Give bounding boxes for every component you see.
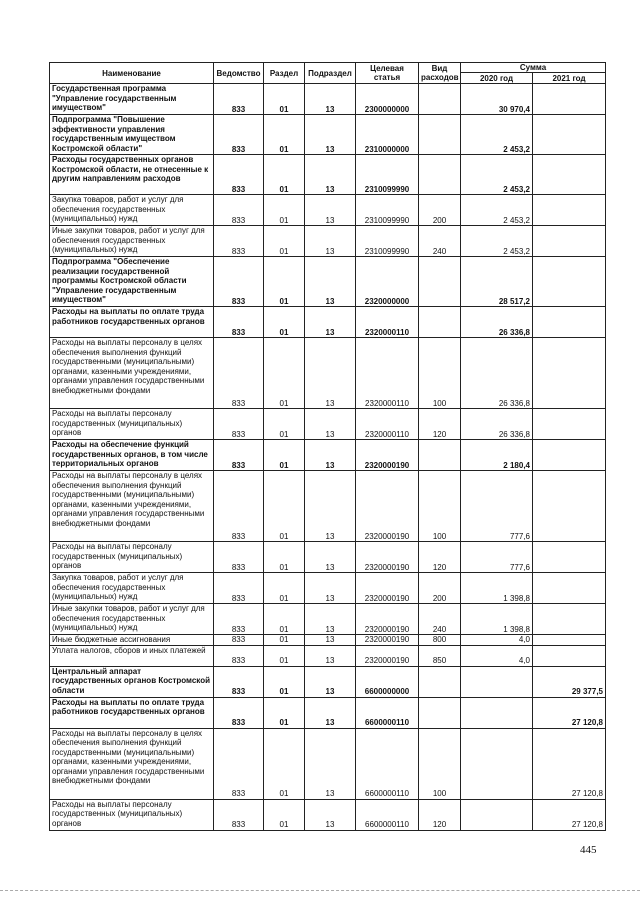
row-sum-2020: 777,6 <box>461 542 533 573</box>
row-target-article: 2320000110 <box>356 307 419 338</box>
row-sum-2021 <box>533 604 606 635</box>
row-section: 01 <box>264 440 305 471</box>
row-section: 01 <box>264 728 305 799</box>
table-row <box>50 115 606 155</box>
row-sum-2021 <box>533 338 606 409</box>
row-target-article: 2320000190 <box>356 440 419 471</box>
row-target-article: 2310099990 <box>356 195 419 226</box>
row-name: Расходы на выплаты персоналу государственных (муниципальных) органов <box>50 409 214 440</box>
row-department: 833 <box>214 338 264 409</box>
row-target-article: 2320000110 <box>356 409 419 440</box>
row-subsection: 13 <box>305 728 356 799</box>
row-name: Уплата налогов, сборов и иных платежей <box>50 645 214 666</box>
row-expense-type: 100 <box>419 338 461 409</box>
table-row <box>50 635 606 646</box>
row-section: 01 <box>264 155 305 195</box>
table-row <box>50 645 606 666</box>
row-expense-type: 240 <box>419 226 461 257</box>
table-row <box>50 257 606 307</box>
row-department: 833 <box>214 115 264 155</box>
row-sum-2020: 26 336,8 <box>461 338 533 409</box>
row-sum-2020: 26 336,8 <box>461 409 533 440</box>
row-sum-2020: 2 453,2 <box>461 115 533 155</box>
header-sum: Сумма <box>461 63 606 73</box>
row-name: Подпрограмма "Повышение эффективности управления государственным имуществом Костромской области" <box>50 115 214 155</box>
row-name: Расходы на выплаты персоналу государственных (муниципальных) органов <box>50 799 214 830</box>
row-name: Закупка товаров, работ и услуг для обеспечения государственных (муниципальных) нужд <box>50 573 214 604</box>
row-target-article: 2320000190 <box>356 645 419 666</box>
row-sum-2020: 2 453,2 <box>461 195 533 226</box>
row-expense-type <box>419 307 461 338</box>
row-section: 01 <box>264 338 305 409</box>
row-sum-2021 <box>533 115 606 155</box>
row-name: Расходы государственных органов Костромской области, не отнесенные к другим направлениям расходов <box>50 155 214 195</box>
row-target-article: 2320000110 <box>356 338 419 409</box>
row-section: 01 <box>264 115 305 155</box>
row-expense-type <box>419 440 461 471</box>
row-name: Центральный аппарат государственных органов Костромской области <box>50 666 214 697</box>
header-section: Раздел <box>264 63 305 84</box>
table-body <box>50 84 606 831</box>
row-section: 01 <box>264 84 305 115</box>
row-subsection: 13 <box>305 440 356 471</box>
header-subsection: Подраздел <box>305 63 356 84</box>
row-expense-type <box>419 115 461 155</box>
header-target-article: Целевая статья <box>356 63 419 84</box>
row-name: Закупка товаров, работ и услуг для обеспечения государственных (муниципальных) нужд <box>50 195 214 226</box>
row-section: 01 <box>264 697 305 728</box>
row-target-article: 6600000000 <box>356 666 419 697</box>
table-row <box>50 542 606 573</box>
row-sum-2021: 27 120,8 <box>533 799 606 830</box>
row-target-article: 2320000000 <box>356 257 419 307</box>
row-sum-2021: 29 377,5 <box>533 666 606 697</box>
table-row <box>50 195 606 226</box>
table-row <box>50 728 606 799</box>
row-expense-type: 800 <box>419 635 461 646</box>
row-sum-2020: 30 970,4 <box>461 84 533 115</box>
row-sum-2020: 2 453,2 <box>461 155 533 195</box>
row-department: 833 <box>214 440 264 471</box>
row-subsection: 13 <box>305 645 356 666</box>
row-department: 833 <box>214 697 264 728</box>
scan-edge-line <box>0 890 640 891</box>
header-department: Ведомство <box>214 63 264 84</box>
table-row <box>50 155 606 195</box>
row-sum-2020 <box>461 666 533 697</box>
row-subsection: 13 <box>305 573 356 604</box>
table-row <box>50 799 606 830</box>
row-sum-2021 <box>533 573 606 604</box>
row-section: 01 <box>264 195 305 226</box>
row-target-article: 2310000000 <box>356 115 419 155</box>
row-sum-2021 <box>533 409 606 440</box>
row-expense-type <box>419 84 461 115</box>
row-section: 01 <box>264 409 305 440</box>
row-expense-type: 850 <box>419 645 461 666</box>
row-sum-2021 <box>533 307 606 338</box>
row-section: 01 <box>264 307 305 338</box>
row-sum-2020: 28 517,2 <box>461 257 533 307</box>
row-expense-type <box>419 697 461 728</box>
row-sum-2020: 26 336,8 <box>461 307 533 338</box>
row-subsection: 13 <box>305 604 356 635</box>
table-row <box>50 226 606 257</box>
row-expense-type: 200 <box>419 573 461 604</box>
row-subsection: 13 <box>305 666 356 697</box>
row-sum-2020: 777,6 <box>461 471 533 542</box>
row-department: 833 <box>214 799 264 830</box>
row-sum-2021: 27 120,8 <box>533 728 606 799</box>
row-department: 833 <box>214 635 264 646</box>
row-sum-2021: 27 120,8 <box>533 697 606 728</box>
row-sum-2020: 2 180,4 <box>461 440 533 471</box>
row-target-article: 6600000110 <box>356 728 419 799</box>
row-expense-type: 240 <box>419 604 461 635</box>
row-section: 01 <box>264 635 305 646</box>
row-subsection: 13 <box>305 471 356 542</box>
row-sum-2020 <box>461 799 533 830</box>
row-section: 01 <box>264 799 305 830</box>
row-sum-2021 <box>533 155 606 195</box>
row-sum-2021 <box>533 226 606 257</box>
row-sum-2021 <box>533 440 606 471</box>
table-row <box>50 573 606 604</box>
row-section: 01 <box>264 257 305 307</box>
row-expense-type <box>419 155 461 195</box>
table-row <box>50 440 606 471</box>
row-target-article: 6600000110 <box>356 697 419 728</box>
row-sum-2021 <box>533 635 606 646</box>
row-target-article: 2300000000 <box>356 84 419 115</box>
row-department: 833 <box>214 604 264 635</box>
row-name: Расходы на выплаты персоналу в целях обеспечения выполнения функций государственными (муниципальными) органами, казенными учреждениями, органами управления государственными внебюджетными фондами <box>50 728 214 799</box>
row-sum-2020: 4,0 <box>461 635 533 646</box>
row-sum-2020 <box>461 697 533 728</box>
row-department: 833 <box>214 307 264 338</box>
row-department: 833 <box>214 155 264 195</box>
row-department: 833 <box>214 666 264 697</box>
table-row <box>50 409 606 440</box>
row-department: 833 <box>214 195 264 226</box>
row-subsection: 13 <box>305 542 356 573</box>
row-subsection: 13 <box>305 635 356 646</box>
row-name: Расходы на выплаты персоналу государственных (муниципальных) органов <box>50 542 214 573</box>
row-sum-2021 <box>533 84 606 115</box>
table-row <box>50 666 606 697</box>
header-name: Наименование <box>50 63 214 84</box>
row-name: Иные бюджетные ассигнования <box>50 635 214 646</box>
page-number: 445 <box>580 844 597 856</box>
row-subsection: 13 <box>305 409 356 440</box>
row-section: 01 <box>264 666 305 697</box>
row-sum-2021 <box>533 645 606 666</box>
table-row <box>50 471 606 542</box>
row-expense-type <box>419 257 461 307</box>
row-department: 833 <box>214 226 264 257</box>
table-row <box>50 84 606 115</box>
budget-table <box>49 62 606 831</box>
row-subsection: 13 <box>305 84 356 115</box>
row-sum-2021 <box>533 542 606 573</box>
row-target-article: 2310099990 <box>356 155 419 195</box>
row-target-article: 2320000190 <box>356 471 419 542</box>
row-sum-2021 <box>533 257 606 307</box>
row-department: 833 <box>214 573 264 604</box>
row-department: 833 <box>214 645 264 666</box>
row-section: 01 <box>264 542 305 573</box>
table-row <box>50 338 606 409</box>
row-section: 01 <box>264 226 305 257</box>
row-subsection: 13 <box>305 307 356 338</box>
header-year-2020: 2020 год <box>461 73 533 84</box>
row-section: 01 <box>264 471 305 542</box>
row-target-article: 2320000190 <box>356 573 419 604</box>
table-row <box>50 307 606 338</box>
row-name: Расходы на обеспечение функций государственных органов, в том числе территориальных органов <box>50 440 214 471</box>
row-name: Расходы на выплаты персоналу в целях обеспечения выполнения функций государственными (муниципальными) органами, казенными учреждениями, органами управления государственными внебюджетными фондами <box>50 338 214 409</box>
row-name: Расходы на выплаты персоналу в целях обеспечения выполнения функций государственными (муниципальными) органами, казенными учреждениями, органами управления государственными внебюджетными фондами <box>50 471 214 542</box>
row-subsection: 13 <box>305 115 356 155</box>
row-department: 833 <box>214 257 264 307</box>
row-sum-2020: 2 453,2 <box>461 226 533 257</box>
row-target-article: 6600000110 <box>356 799 419 830</box>
row-sum-2020 <box>461 728 533 799</box>
row-name: Иные закупки товаров, работ и услуг для обеспечения государственных (муниципальных) нужд <box>50 226 214 257</box>
header-year-2021: 2021 год <box>533 73 606 84</box>
table-row <box>50 604 606 635</box>
row-section: 01 <box>264 645 305 666</box>
row-department: 833 <box>214 409 264 440</box>
row-name: Государственная программа "Управление государственным имуществом" <box>50 84 214 115</box>
row-sum-2020: 1 398,8 <box>461 604 533 635</box>
row-subsection: 13 <box>305 226 356 257</box>
row-subsection: 13 <box>305 338 356 409</box>
row-subsection: 13 <box>305 155 356 195</box>
row-target-article: 2320000190 <box>356 635 419 646</box>
row-sum-2021 <box>533 471 606 542</box>
row-department: 833 <box>214 728 264 799</box>
row-target-article: 2310099990 <box>356 226 419 257</box>
row-expense-type: 120 <box>419 409 461 440</box>
row-department: 833 <box>214 542 264 573</box>
row-target-article: 2320000190 <box>356 542 419 573</box>
row-subsection: 13 <box>305 799 356 830</box>
row-name: Расходы на выплаты по оплате труда работников государственных органов <box>50 697 214 728</box>
row-expense-type: 120 <box>419 542 461 573</box>
row-section: 01 <box>264 573 305 604</box>
row-department: 833 <box>214 84 264 115</box>
row-expense-type: 100 <box>419 471 461 542</box>
row-sum-2020: 1 398,8 <box>461 573 533 604</box>
row-expense-type <box>419 666 461 697</box>
row-name: Расходы на выплаты по оплате труда работников государственных органов <box>50 307 214 338</box>
row-section: 01 <box>264 604 305 635</box>
header-expense-type: Вид расходов <box>419 63 461 84</box>
row-name: Подпрограмма "Обеспечение реализации государственной программы Костромской области "Управление государственным имуществом" <box>50 257 214 307</box>
table-row <box>50 697 606 728</box>
row-expense-type: 200 <box>419 195 461 226</box>
row-expense-type: 100 <box>419 728 461 799</box>
row-subsection: 13 <box>305 195 356 226</box>
row-sum-2020: 4,0 <box>461 645 533 666</box>
row-department: 833 <box>214 471 264 542</box>
row-subsection: 13 <box>305 697 356 728</box>
row-target-article: 2320000190 <box>356 604 419 635</box>
row-subsection: 13 <box>305 257 356 307</box>
row-name: Иные закупки товаров, работ и услуг для обеспечения государственных (муниципальных) нужд <box>50 604 214 635</box>
row-sum-2021 <box>533 195 606 226</box>
row-expense-type: 120 <box>419 799 461 830</box>
